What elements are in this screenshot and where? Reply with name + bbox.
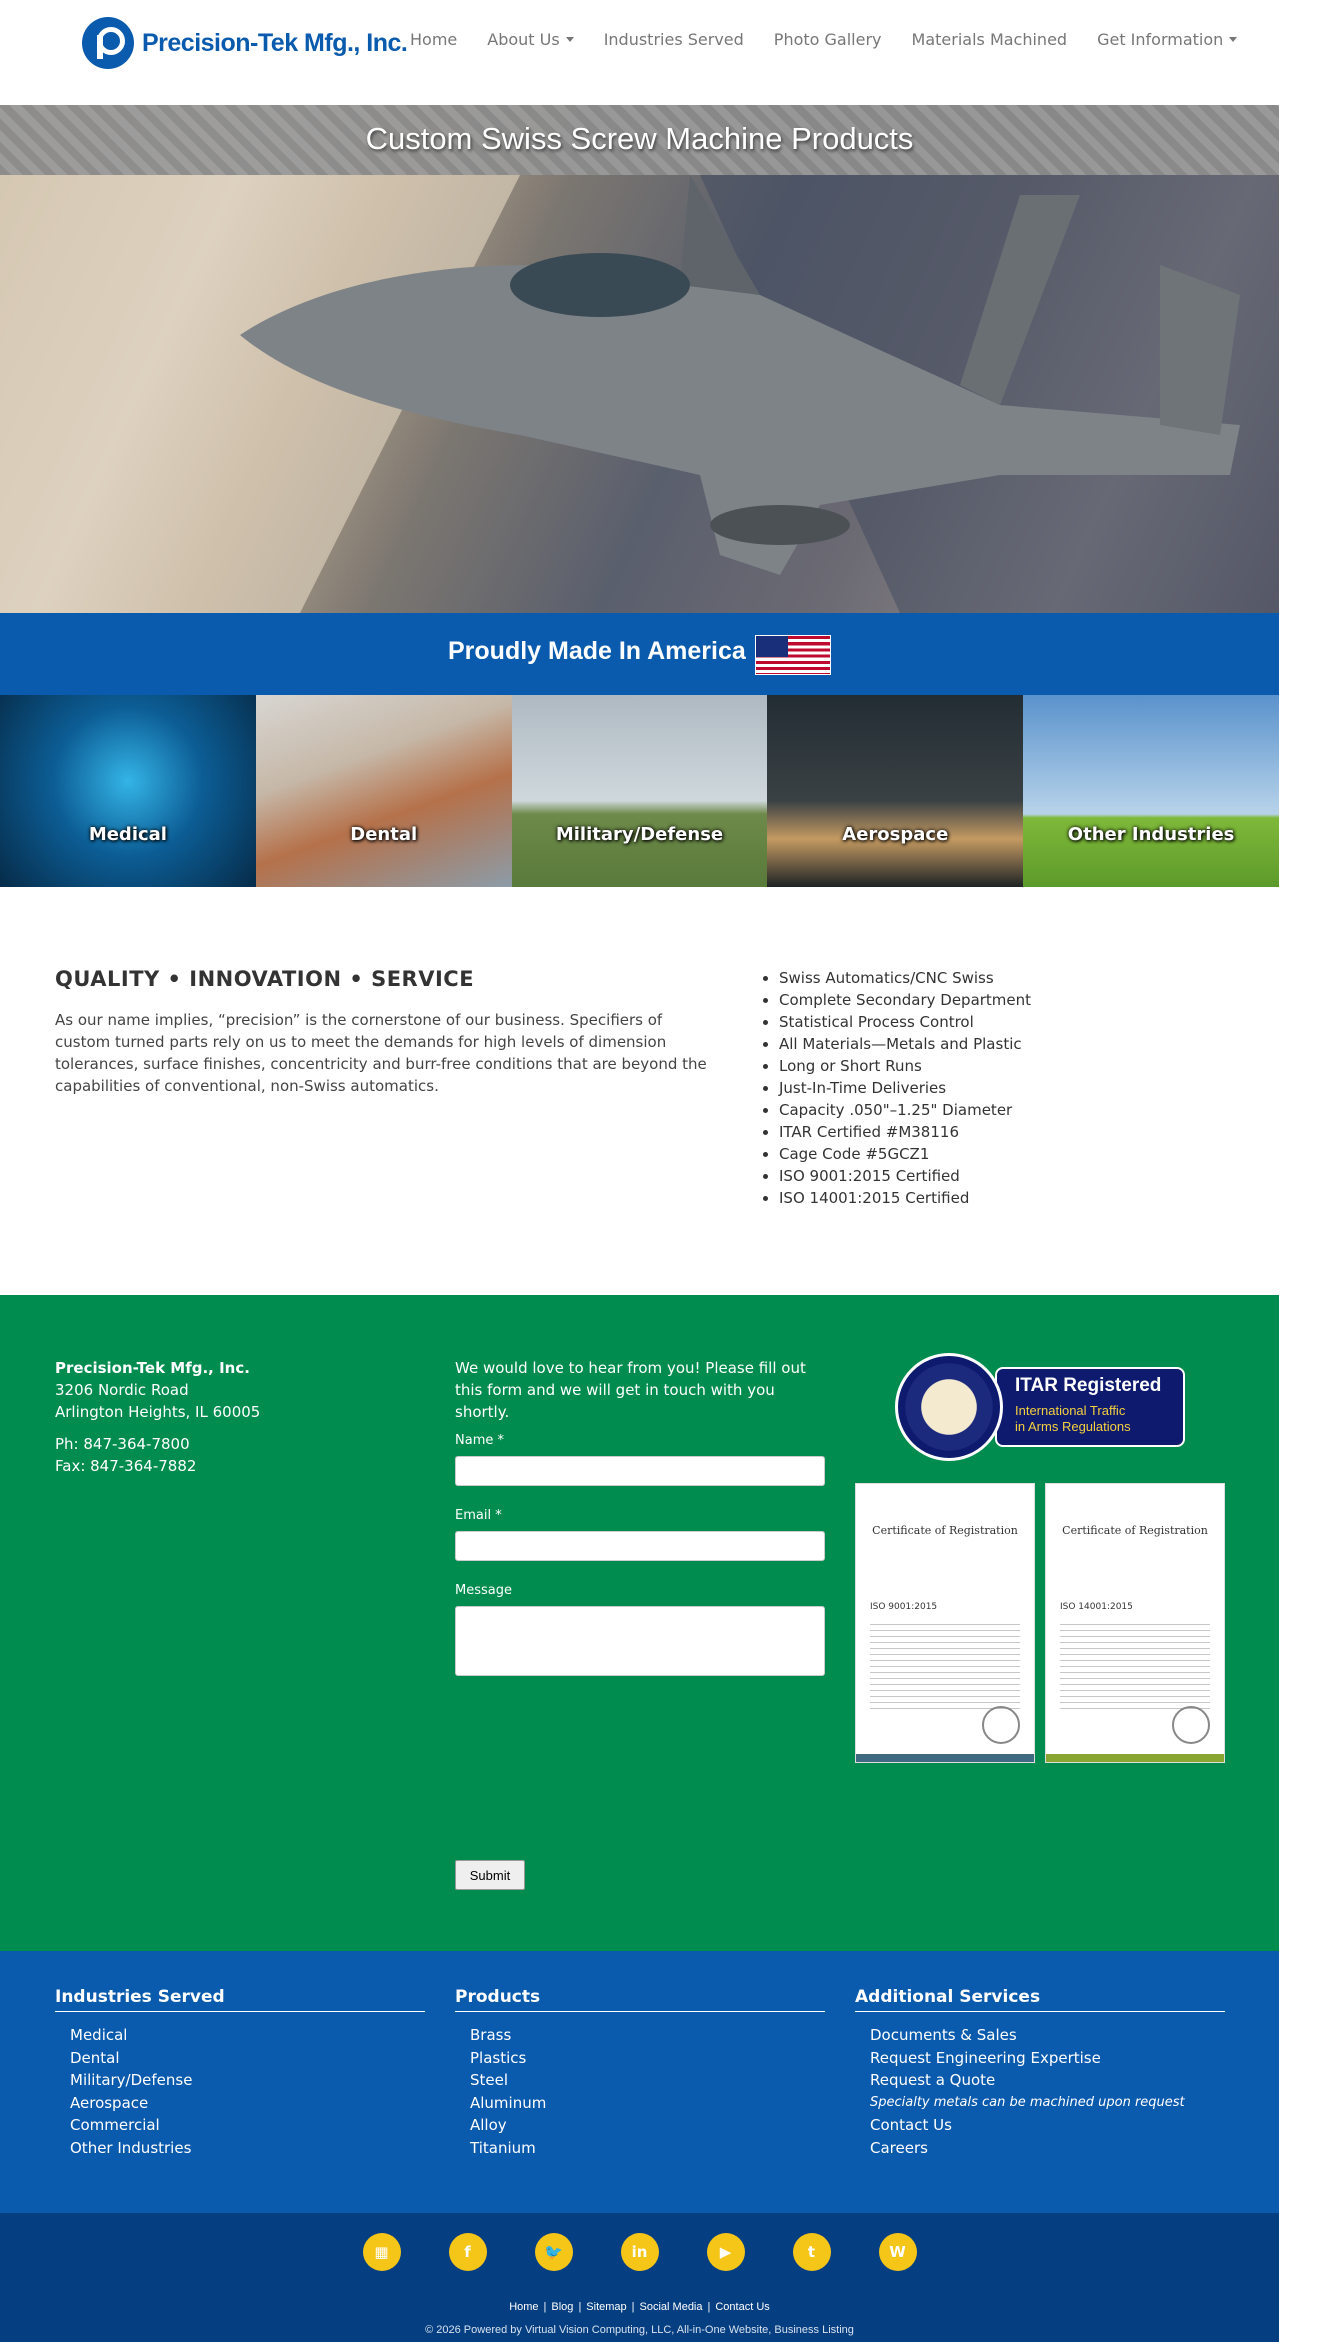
contact-section bbox=[0, 1295, 1279, 1951]
footer-link[interactable]: Contact Us bbox=[870, 2116, 952, 2134]
footer-link[interactable]: Plastics bbox=[470, 2048, 527, 2067]
tile-aerospace[interactable] bbox=[767, 695, 1023, 887]
footer-link[interactable]: Dental bbox=[70, 2048, 120, 2067]
footer-link[interactable]: Medical bbox=[70, 2026, 128, 2044]
footer-products bbox=[455, 1987, 825, 2159]
main-nav bbox=[410, 30, 1267, 49]
footer-link[interactable]: Titanium bbox=[470, 2138, 536, 2157]
hero bbox=[0, 105, 1279, 613]
feature-item: • Cage Code #5GCZ1 bbox=[779, 1143, 1031, 1165]
certificate-standard: ISO 9001:2015 bbox=[870, 1602, 938, 1612]
copyright: © 2026 Powered by Virtual Vision Computing, LLC, All-in-One Website, Business Listing bbox=[425, 2324, 854, 2336]
address-block bbox=[55, 1357, 260, 1477]
email-label: Email * bbox=[455, 1508, 502, 1523]
contact-form bbox=[455, 1357, 825, 1676]
footer-products-heading: Products bbox=[455, 1987, 825, 2012]
fax-number: Fax: 847-364-7882 bbox=[55, 1457, 197, 1475]
tile-label: Military/Defense bbox=[555, 824, 724, 845]
nav-home[interactable]: Home bbox=[410, 30, 458, 49]
feature-item: • Just-In-Time Deliveries bbox=[779, 1077, 1031, 1099]
tile-label: Medical bbox=[88, 824, 167, 845]
tile-label: Other Industries bbox=[1067, 824, 1235, 845]
form-intro: We would love to hear from you! Please fill out this form and we will get in touch with you shortly. bbox=[455, 1359, 806, 1421]
itar-title: ITAR Registered bbox=[1015, 1375, 1162, 1396]
feature-item: • Long or Short Runs bbox=[779, 1055, 1031, 1077]
business-listing-icon[interactable]: ▦ bbox=[363, 2233, 401, 2271]
industries-tiles bbox=[0, 695, 1279, 887]
footer-link[interactable]: Request Engineering Expertise bbox=[870, 2048, 1101, 2067]
bottom-link-home[interactable]: Home bbox=[509, 2301, 539, 2313]
feature-item: • ISO 9001:2015 Certified bbox=[779, 1165, 1031, 1187]
email-input[interactable] bbox=[455, 1531, 825, 1561]
footer-link[interactable]: Brass bbox=[470, 2026, 512, 2044]
wordpress-icon[interactable]: W bbox=[879, 2233, 917, 2271]
itar-badge[interactable] bbox=[895, 1353, 1185, 1451]
name-input[interactable] bbox=[455, 1456, 825, 1486]
quality-text: As our name implies, “precision” is the cornerstone of our business. Specifiers of custom turned parts rely on us to meet the demands for high levels of dimension tolerances, surface finishes, concentricity and burr-free conditions that are beyond the capabilities of conventional, non-Swiss automatics. bbox=[55, 1011, 707, 1095]
certificate-seal-icon bbox=[982, 1706, 1020, 1744]
footer-links bbox=[0, 1951, 1279, 2213]
footer-link[interactable]: Request a Quote bbox=[870, 2071, 996, 2089]
street-address: 3206 Nordic Road bbox=[55, 1381, 189, 1399]
feature-item: • Swiss Automatics/CNC Swiss bbox=[779, 967, 1031, 989]
nav-get-information[interactable]: Get Information bbox=[1097, 30, 1237, 49]
logo[interactable] bbox=[82, 17, 407, 69]
bottom-link-contact-us[interactable]: Contact Us bbox=[715, 2301, 770, 2313]
message-textarea[interactable] bbox=[455, 1606, 825, 1676]
message-label: Message bbox=[455, 1583, 512, 1598]
tile-medical[interactable] bbox=[0, 695, 256, 887]
logo-text: Precision-Tek Mfg., Inc. bbox=[142, 28, 408, 57]
nav-about-us[interactable]: About Us bbox=[487, 30, 573, 49]
hero-title: Custom Swiss Screw Machine Products bbox=[365, 121, 914, 156]
itar-subtitle bbox=[1015, 1403, 1131, 1435]
certificate-seal-icon bbox=[1172, 1706, 1210, 1744]
certificate-body-text bbox=[870, 1624, 1020, 1714]
city-address: Arlington Heights, IL 60005 bbox=[55, 1403, 261, 1421]
youtube-icon[interactable]: ▶ bbox=[707, 2233, 745, 2271]
tile-dental[interactable] bbox=[256, 695, 512, 887]
nav-materials-machined[interactable]: Materials Machined bbox=[911, 30, 1068, 49]
footer-bottom bbox=[0, 2213, 1279, 2342]
submit-button[interactable]: Submit bbox=[455, 1860, 525, 1890]
state-department-seal-icon bbox=[895, 1353, 1003, 1461]
tile-label: Dental bbox=[350, 824, 418, 845]
tile-military-defense[interactable] bbox=[512, 695, 768, 887]
feature-item: • ISO 14001:2015 Certified bbox=[779, 1187, 1031, 1209]
certificate-body-text bbox=[1060, 1624, 1210, 1714]
quality-section bbox=[0, 887, 1279, 1295]
tumblr-icon[interactable]: t bbox=[793, 2233, 831, 2271]
certificate-strip bbox=[856, 1754, 1034, 1762]
footer-industries bbox=[55, 1987, 425, 2159]
footer-link[interactable]: Steel bbox=[470, 2071, 509, 2089]
nav-industries-served[interactable]: Industries Served bbox=[603, 30, 744, 49]
feature-list bbox=[765, 967, 1031, 1209]
phone-number[interactable]: Ph: 847-364-7800 bbox=[55, 1435, 190, 1453]
name-label: Name * bbox=[455, 1433, 504, 1448]
certificate-title: Certificate of Registration bbox=[872, 1524, 1018, 1537]
footer-link[interactable]: Documents & Sales bbox=[870, 2026, 1017, 2044]
bottom-link-social-media[interactable]: Social Media bbox=[639, 2301, 703, 2313]
footer-link[interactable]: Other Industries bbox=[70, 2138, 192, 2157]
footer-services-heading: Additional Services bbox=[855, 1987, 1225, 2012]
footer-link[interactable]: Aluminum bbox=[470, 2093, 547, 2112]
bottom-link-sitemap[interactable]: Sitemap bbox=[586, 2301, 627, 2313]
certificate-strip bbox=[1046, 1754, 1224, 1762]
certificate-standard: ISO 14001:2015 bbox=[1060, 1602, 1133, 1612]
quality-title: QUALITY • INNOVATION • SERVICE bbox=[55, 967, 475, 991]
facebook-icon[interactable]: f bbox=[449, 2233, 487, 2271]
tile-label: Aerospace bbox=[842, 824, 949, 845]
tile-other-industries[interactable] bbox=[1023, 695, 1279, 887]
bottom-link-blog[interactable]: Blog bbox=[551, 2301, 574, 2313]
footer-link[interactable]: Aerospace bbox=[70, 2093, 149, 2112]
us-flag-icon bbox=[755, 635, 831, 675]
footer-link[interactable]: Careers bbox=[870, 2138, 928, 2157]
footer-link[interactable]: Commercial bbox=[70, 2116, 160, 2134]
certificate-title: Certificate of Registration bbox=[1062, 1524, 1208, 1537]
footer-services bbox=[855, 1987, 1225, 2159]
feature-item: • Complete Secondary Department bbox=[779, 989, 1031, 1011]
hero-jet-image bbox=[0, 175, 1279, 613]
company-name: Precision-Tek Mfg., Inc. bbox=[55, 1359, 250, 1377]
nav-photo-gallery[interactable]: Photo Gallery bbox=[773, 30, 882, 49]
feature-item: • All Materials—Metals and Plastic bbox=[779, 1033, 1031, 1055]
site-header bbox=[0, 0, 1279, 105]
made-in-america-text: Proudly Made In America bbox=[448, 637, 746, 665]
iso-14001-certificate[interactable] bbox=[1045, 1483, 1225, 1763]
itar-subtitle-line1: International Traffic bbox=[1015, 1403, 1126, 1418]
social-icons bbox=[0, 2233, 1279, 2271]
specialty-metals-note: Specialty metals can be machined upon request bbox=[870, 2094, 1185, 2110]
feature-item: • Capacity .050"–1.25" Diameter bbox=[779, 1099, 1031, 1121]
linkedin-icon[interactable]: in bbox=[621, 2233, 659, 2271]
footer-link[interactable]: Alloy bbox=[470, 2116, 507, 2134]
footer-industries-heading: Industries Served bbox=[55, 1987, 425, 2012]
feature-item: • Statistical Process Control bbox=[779, 1011, 1031, 1033]
made-in-america-banner bbox=[0, 613, 1279, 695]
twitter-icon[interactable]: 🐦 bbox=[535, 2233, 573, 2271]
itar-subtitle-line2: in Arms Regulations bbox=[1015, 1419, 1131, 1434]
bottom-links: Home | Blog | Sitemap | Social Media | Contact Us bbox=[509, 2301, 770, 2313]
feature-item: • ITAR Certified #M38116 bbox=[779, 1121, 1031, 1143]
iso-9001-certificate[interactable] bbox=[855, 1483, 1035, 1763]
footer-link[interactable]: Military/Defense bbox=[70, 2071, 193, 2089]
logo-p-icon bbox=[82, 17, 134, 69]
